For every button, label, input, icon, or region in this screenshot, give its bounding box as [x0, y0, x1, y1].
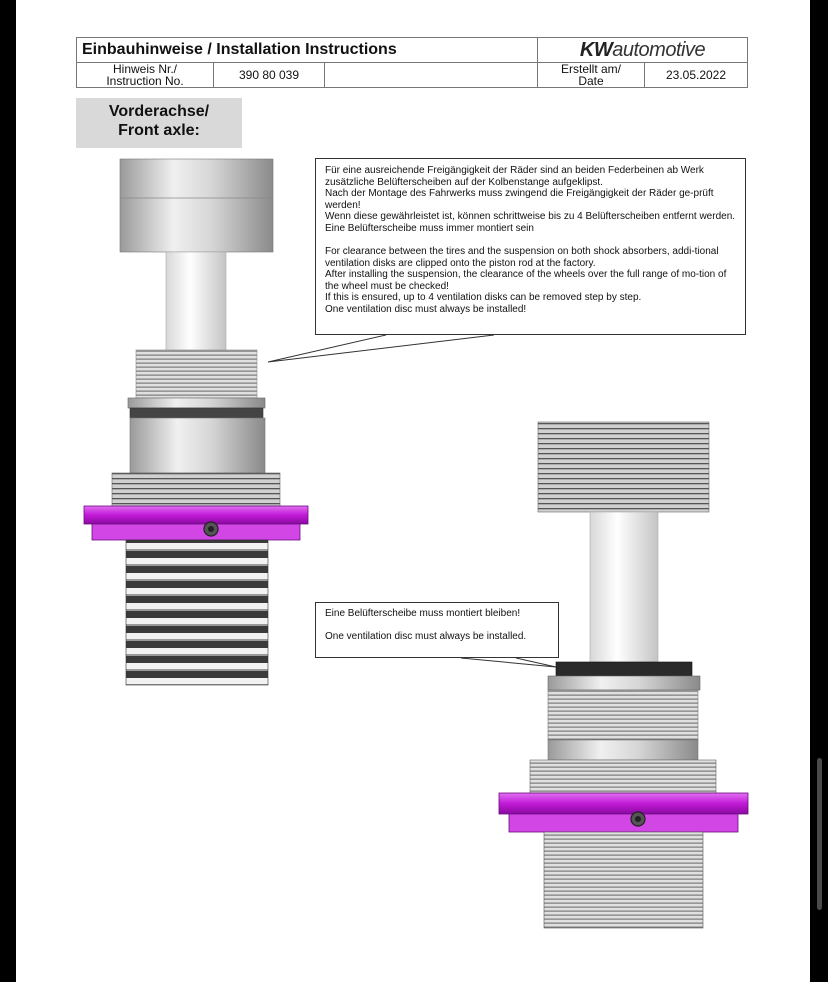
note-en-4: One ventilation disc must always be installed!: [325, 303, 527, 315]
spring-seat: [112, 473, 280, 506]
clearance-note: [315, 158, 746, 335]
document-page: [16, 0, 810, 982]
section-label-de: Vorderachse/: [108, 103, 210, 120]
document-title: Einbauhinweise / Installation Instructions: [77, 38, 538, 63]
shock-absorber-left: [84, 159, 308, 685]
section-label-en: Front axle:: [118, 122, 200, 139]
callout-leader-2: [461, 658, 556, 667]
note-en-2: After installing the suspension, the clearance of the wheels over the full range of mo-tion of the wheel must be checked!: [325, 269, 727, 292]
top-mount: [120, 159, 273, 252]
instruction-number: 390 80 039: [214, 63, 325, 88]
date-label-de: Erstellt am/: [560, 62, 621, 76]
piston-rod: [166, 252, 226, 352]
note2-de: Eine Belüfterscheibe muss montiert bleiben!: [325, 608, 521, 619]
callout-leader-1: [268, 335, 494, 362]
ventilation-disks: [136, 350, 257, 398]
instruction-label-en: Instruction No.: [106, 74, 184, 88]
adjusting-ring-right: [499, 793, 748, 814]
scrollbar-thumb[interactable]: [817, 758, 822, 910]
note2-en: One ventilation disc must always be installed.: [325, 631, 527, 642]
top-mount-right: [538, 422, 709, 512]
note-en-1: For clearance between the tires and the suspension on both shock absorbers, addi-tional ventilation disks are clipped onto the piston rod at the factory.: [325, 246, 719, 269]
note-en-3: If this is ensured, up to 4 ventilation disks can be removed step by step.: [325, 292, 642, 303]
note-de-3: Wenn diese gewährleistet ist, können schrittweise bis zu 4 Belüfterscheiben entfernt werden.: [325, 211, 736, 222]
date-value: 23.05.2022: [645, 63, 748, 88]
shock-absorber-right: [499, 422, 748, 928]
note-de-4: Eine Belüfterscheibe muss immer montiert sein: [325, 222, 534, 234]
note-de-1: Für eine ausreichende Freigängigkeit der Räder sind an beiden Federbeinen ab Werk zusätzliche Belüfterscheiben auf der Kolbenstange aufgeklipst.: [325, 165, 704, 188]
ventilation-disk-right: [556, 662, 692, 676]
ventilation-disc-note: [315, 602, 559, 658]
lower-body-right: [544, 832, 703, 928]
note-de-2: Nach der Montage des Fahrwerks muss zwingend die Freigängigkeit der Räder ge-prüft werden!: [325, 188, 714, 211]
date-label-en: Date: [578, 74, 604, 88]
logo-kw: KW: [579, 39, 613, 61]
instruction-label-de: Hinweis Nr./: [112, 62, 177, 76]
upper-bearing: [130, 418, 265, 473]
piston-rod-right: [590, 512, 658, 662]
logo-automotive: automotive: [612, 39, 706, 61]
coil-spring: [126, 540, 268, 685]
shock-absorber-drawings: [16, 0, 810, 982]
adjusting-ring: [84, 506, 308, 524]
